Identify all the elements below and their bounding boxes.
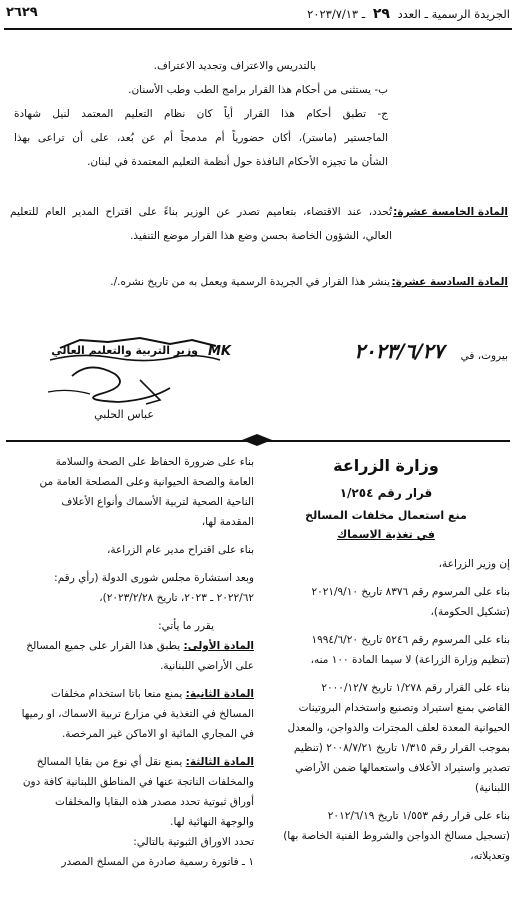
recital-3-line-3: الحيوانية المعدة لعلف المجترات والدواجن، والمعدل [287,722,510,734]
clause-c-line-1: ج- تطبق أحكام هذا القرار أياً كان نظام التعليم المعتمد لنيل شهادة [14,108,388,120]
article-2-line-1: يمنع منعا باتا استخدام مخلفات [51,688,183,700]
recital-2-line-2: (تنظيم وزارة الزراعة) لا سيما المادة ١٠٠ منه، [310,654,510,666]
recital-7-line-2: ٢٠٢٢/٦٢ ـ ٢٠٢٣، تاريخ ٢٠٢٣/٢/٢٨)، [99,592,254,604]
signer-title: وزير التربية والتعليم العالي [51,344,198,357]
recital-3-line-1: بناء على القرار رقم ١/٢٧٨ تاريخ ٢٠٠٠/١٢/٧ [321,682,510,694]
clause-c-line-2: الماجستير (ماستر)، أكان حضورياً أم مدمجاً أم عن بُعد، على أن تراعى بهذا [14,132,388,144]
article-3-line-2: والمخلفات الناتجة عنها في المناطق اللبنانية كافة دون [22,776,254,788]
article-16-label: المادة السادسة عشرة: [391,276,508,288]
article-2-line-2: المسالخ في التغذية في مزارع تربية الاسماك، او رميها [21,708,254,720]
recital-5-line-2: العامة والصحة الحيوانية وعلى المصلحة العامة من [39,476,254,488]
recital-5 [6,452,254,532]
clause-a-ending: بالتدريس والاعتراف وتجديد الاعتراف. [153,60,316,72]
issue-number: ٢٩ [372,6,390,22]
recital-5-line-1: بناء على ضرورة الحفاظ على الصحة والسلامة [55,456,254,468]
decision-subject-2 [262,525,510,544]
recital-1 [262,582,510,622]
handwritten-date: ٢٠٢٣/٦/٢٧ [354,339,444,363]
recital-2 [262,630,510,670]
recital-3 [262,678,510,798]
article-15-line-1: تُحدد، عند الاقتضاء، بتعاميم تصدر عن الوزير بناءً على اقتراح المدير العام للتعليم [10,206,392,218]
recital-4-line-2: (تسجيل مسالخ الدواجن والشروط الفنية الخاصة بها) [283,830,510,842]
article-2-label: المادة الثانية: [185,688,254,700]
recital-6: بناء على اقتراح مدير عام الزراعة، [107,544,254,556]
intro-line: إن وزير الزراعة، [438,558,510,570]
recital-3-line-6: اللبنانية) [475,782,510,794]
signature-initials: MK [208,344,232,359]
article-15-line-2: العالي، الشؤون الخاصة بحسن وضع هذا القرار موضع التنفيذ. [130,230,392,242]
signature-block [20,330,250,430]
document-item-1: ١ ـ فاتورة رسمية صادرة من المسلخ المصدر [61,856,254,868]
decision-subject-1: منع استعمال مخلفات المسالخ [305,509,467,522]
recital-4-line-3: وتعديلاته، [470,850,510,862]
recital-7-line-1: وبعد استشارة مجلس شورى الدولة (رأي رقم: [54,572,254,584]
article-3 [6,752,254,832]
article-3-line-3: أوراق ثبوتية تحدد مصدر هذه البقايا والمخلفات [55,796,254,808]
journal-issue-line [307,6,510,22]
place-date-label: بيروت، في [460,350,508,362]
recital-7 [6,568,254,608]
recital-4 [262,806,510,866]
decision-column-right [262,452,510,866]
page-header [6,4,510,24]
recital-5-line-3: الناحية الصحية لتربية الأسماك وأنواع الأعلاف [61,496,254,508]
signer-name: عباس الحلبي [94,408,154,421]
decides-line: يقرر ما يأتي: [158,620,214,632]
header-rule [4,28,512,30]
recital-2-line-1: بناء على المرسوم رقم ٥٢٤٦ تاريخ ١٩٩٤/٦/٢٠ [311,634,510,646]
decision-column-left [6,452,254,872]
journal-name: الجريدة الرسمية ـ العدد [397,7,510,21]
documents-intro: تحدد الاوراق الثبوتية بالتالي: [133,836,254,848]
article-1-line-2: على الأراضي اللبنانية. [160,660,254,672]
article-16-text: ينشر هذا القرار في الجريدة الرسمية ويعمل به من تاريخ نشره./. [110,276,390,288]
issue-date: ـ ٢٠٢٣/٧/١٣ [307,7,366,21]
recital-1-line-2: (تشكيل الحكومة)، [430,606,510,618]
recital-5-line-4: المقدمة لها، [201,516,254,528]
decision-number: قرار رقم ١/٢٥٤ [339,486,433,500]
page-number: ٢٦٢٩ [6,5,38,20]
article-3-line-4: والوجهة النهائية لها. [170,816,254,828]
recital-1-line-1: بناء على المرسوم رقم ٨٣٧٦ تاريخ ٢٠٢١/٩/١٠ [311,586,510,598]
article-1-label: المادة الأولى: [183,640,254,652]
article-1 [6,636,254,676]
ministry-title: وزارة الزراعة [333,456,439,475]
recital-3-line-5: تصدير واستيراد الأعلاف واستعمالها ضمن الأراضي [295,762,510,774]
clause-b: ب- يستثنى من أحكام هذا القرار برامج الطب وطب الأسنان. [128,84,388,96]
recital-3-line-4: بموجب القرار رقم ١/٣١٥ تاريخ ٢٠٠٨/٧/٢١ (تنظيم [293,742,510,754]
article-15-label: المادة الخامسة عشرة: [393,206,508,218]
decision-subject-2-text: في تغذية الاسماك [337,528,435,541]
clause-c-line-3: الشأن ما تجيزه الأحكام النافذة حول أنظمة التعليم المعتمدة في لبنان. [87,156,388,168]
article-3-line-1: يمنع نقل أي نوع من بقايا المسالخ [36,756,183,768]
article-3-label: المادة الثالثة: [185,756,254,768]
article-2 [6,684,254,744]
article-2-line-3: في المجاري المائية او الاماكن غير المرخصة. [61,728,254,740]
article-1-line-1: يطبق هذا القرار على جميع المسالخ [26,640,181,652]
divider-ornament [242,434,272,446]
recital-3-line-2: القاضي بمنع استيراد وتصنيع واستخدام البروتينات [298,702,510,714]
recital-4-line-1: بناء على قرار رقم ١/٥٥٣ تاريخ ٢٠١٢/٦/١٩ [327,810,510,822]
